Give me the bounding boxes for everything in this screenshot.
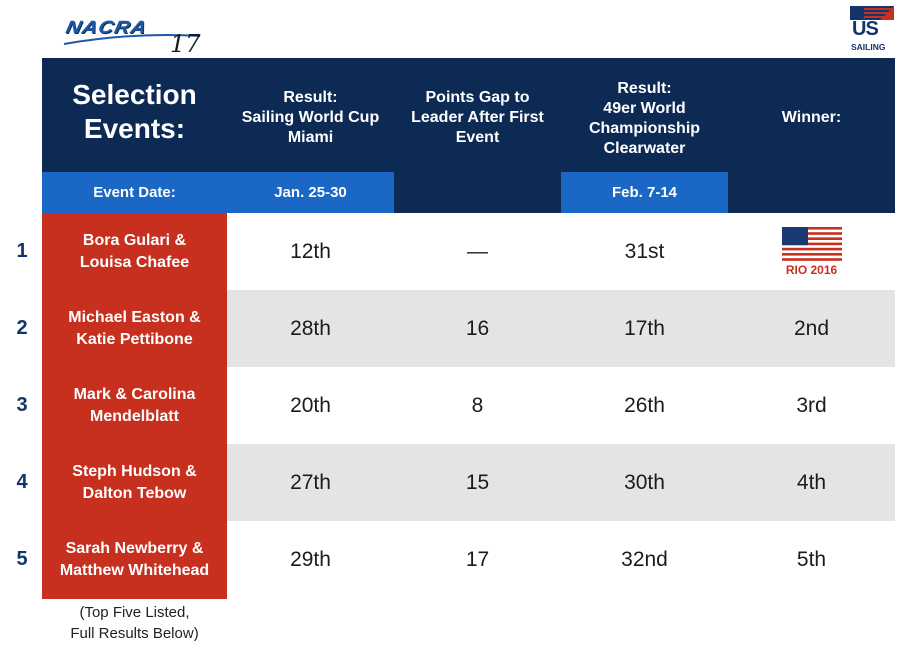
team-name-line: Dalton Tebow [82,484,187,502]
header-winner [728,78,895,158]
event-date-label: Event Date: [42,172,227,213]
team-name-line: Katie Pettibone [76,330,193,348]
points-gap: 8 [471,393,484,417]
selection-events-title [42,78,227,150]
winner-cell: 4th [796,470,827,494]
miami-result: 12th [290,239,331,263]
event-date-miami: Jan. 25-30 [227,172,394,213]
team-name [42,444,227,521]
rank-number: 3 [16,394,28,416]
team-name [42,367,227,444]
header-gap-line: Points Gap to [425,89,530,106]
points-gap: 17 [465,547,490,571]
nacra-number: 17 [170,30,201,58]
clearwater-result: 31st [624,239,665,263]
us-sailing-logo [848,6,896,52]
rank-number: 4 [16,471,28,493]
team-name-line: Mendelblatt [90,407,179,425]
us-sailing-word: SAILING [851,42,886,52]
team-name [42,213,227,290]
rio-2016-badge [782,227,842,277]
nacra-17-logo [62,14,202,58]
footnote [42,602,227,644]
event-date-clearwater: Feb. 7-14 [561,172,728,213]
miami-result: 27th [290,470,331,494]
header-gap-line: Leader After First [411,109,544,126]
miami-result: 20th [290,393,331,417]
header-clearwater-line: Result: [617,80,672,97]
points-gap: 16 [465,316,490,340]
team-name-line: Matthew Whitehead [59,561,210,579]
header-clearwater-line: 49er World [603,100,686,117]
us-sailing-us: US [852,18,878,40]
header-miami [227,78,394,158]
clearwater-result: 26th [624,393,665,417]
clearwater-result: 32nd [621,547,668,571]
nacra-wordmark: NACRA [64,17,149,38]
team-name-line: Sarah Newberry & [65,539,204,557]
team-name-line: Michael Easton & [68,308,201,326]
header-winner-line: Winner: [781,109,842,126]
rank-number: 2 [16,317,28,339]
header-clearwater [561,72,728,166]
clearwater-result: 30th [624,470,665,494]
rank-number: 5 [16,548,28,570]
title-line-2: Events: [83,113,186,144]
header-points-gap [394,78,561,158]
team-name [42,521,227,598]
header-miami-line: Sailing World Cup [241,109,380,126]
title-line-1: Selection [72,79,197,110]
header-clearwater-line: Clearwater [603,140,686,157]
us-flag-icon [782,227,842,261]
footnote-line: Full Results Below) [70,625,199,642]
winner-cell: 5th [796,547,827,571]
team-name-line: Mark & Carolina [73,385,196,403]
clearwater-result: 17th [624,316,665,340]
footnote-line: (Top Five Listed, [79,604,190,621]
team-name-line: Bora Gulari & [82,231,187,249]
team-name-line: Louisa Chafee [79,253,190,271]
winner-cell: 3rd [796,393,827,417]
miami-result: 29th [290,547,331,571]
team-name [42,290,227,367]
winner-cell [728,213,895,290]
team-name-line: Steph Hudson & [72,462,197,480]
points-gap: 15 [465,470,490,494]
points-gap: — [467,239,488,263]
header-miami-line: Miami [287,129,334,146]
miami-result: 28th [290,316,331,340]
header-clearwater-line: Championship [588,120,701,137]
header-gap-line: Event [455,129,500,146]
rank-number: 1 [16,240,28,262]
winner-cell: 2nd [793,316,830,340]
header-miami-line: Result: [283,89,338,106]
rio-2016-label: RIO 2016 [785,262,838,277]
